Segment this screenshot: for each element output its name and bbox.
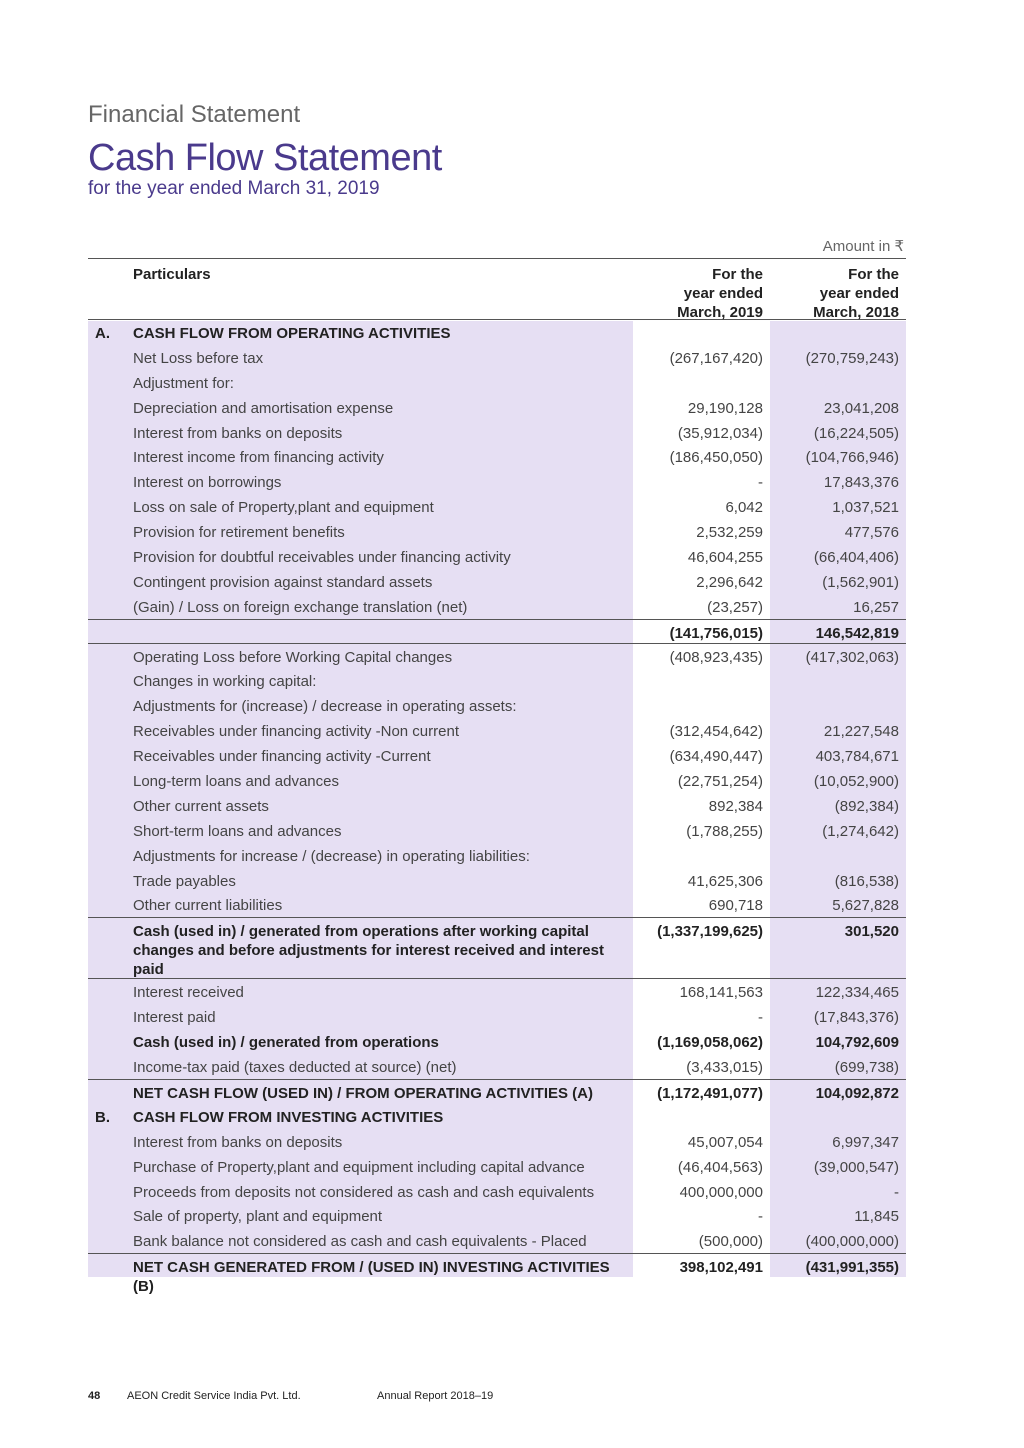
- row-value-2019: [633, 672, 770, 693]
- row-particulars: Loss on sale of Property,plant and equipment: [133, 499, 434, 517]
- row-serial: [88, 1258, 133, 1278]
- row-value-2018: 5,627,828: [832, 897, 899, 915]
- table-row: [88, 718, 906, 743]
- row-value-2019: [633, 324, 770, 345]
- row-value-2018: -: [894, 1183, 899, 1201]
- row-value-2018: (17,843,376): [813, 1009, 899, 1027]
- row-value-2019: (35,912,034): [677, 424, 763, 442]
- row-value-2019: [633, 1108, 770, 1129]
- row-value-2019: -: [758, 1009, 763, 1027]
- row-value-2019: (267,167,420): [669, 349, 763, 367]
- row-value-2018: 21,227,548: [823, 723, 899, 741]
- row-serial: [88, 672, 133, 693]
- row-value-2018: 477,576: [844, 524, 899, 542]
- header-particulars: Particulars: [133, 266, 211, 283]
- row-value-2018: 23,041,208: [823, 399, 899, 417]
- row-serial: [88, 1158, 133, 1179]
- row-value-2018: 104,092,872: [815, 1084, 899, 1102]
- table-row: [88, 444, 906, 469]
- table-row: [88, 1004, 906, 1029]
- table-row: [88, 1129, 906, 1154]
- table-row: [88, 1179, 906, 1204]
- row-value-2018: (431,991,355): [805, 1259, 899, 1277]
- table-row: [88, 793, 906, 818]
- currency-note: Amount in ₹: [822, 238, 904, 255]
- row-particulars: Receivables under financing activity -Non current: [133, 723, 459, 741]
- row-particulars: Provision for doubtful receivables under financing activity: [133, 549, 511, 567]
- table-row: [88, 979, 906, 1004]
- row-value-2018: (1,274,642): [822, 822, 899, 840]
- row-serial: [88, 896, 133, 917]
- row-serial: [88, 822, 133, 843]
- row-value-2018: (699,738): [834, 1059, 899, 1077]
- row-value-2018: (16,224,505): [813, 424, 899, 442]
- row-value-2019: 690,718: [708, 897, 763, 915]
- cash-flow-table: [88, 258, 906, 1296]
- row-serial: [88, 922, 133, 978]
- row-value-2018: 11,845: [854, 1208, 899, 1226]
- row-value-2019: (408,923,435): [669, 648, 763, 666]
- row-value-2019: 2,296,642: [696, 573, 763, 591]
- row-particulars: Interest from banks on deposits: [133, 1133, 343, 1151]
- row-serial: [88, 797, 133, 818]
- row-value-2018: 1,037,521: [832, 499, 899, 517]
- row-particulars: [133, 624, 633, 643]
- table-row: [88, 1203, 906, 1228]
- row-particulars: Adjustments for increase / (decrease) in operating liabilities:: [133, 847, 530, 865]
- row-value-2019: (1,169,058,062): [657, 1034, 763, 1052]
- table-row: [88, 768, 906, 793]
- table-row: [88, 370, 906, 395]
- row-value-2018: [770, 672, 906, 693]
- row-value-2019: 41,625,306: [687, 872, 763, 890]
- row-particulars: Bank balance not considered as cash and cash equivalents - Placed: [133, 1233, 587, 1251]
- footer-report: Annual Report 2018–19: [377, 1390, 494, 1402]
- table-row: [88, 469, 906, 494]
- row-particulars: Changes in working capital:: [133, 673, 317, 691]
- row-serial: [88, 847, 133, 868]
- table-row: [88, 668, 906, 693]
- row-serial: [88, 872, 133, 893]
- table-row: [88, 345, 906, 370]
- row-value-2019: (186,450,050): [669, 449, 763, 467]
- row-value-2018: (417,302,063): [805, 648, 899, 666]
- row-serial: [88, 598, 133, 619]
- row-particulars: Interest received: [133, 984, 244, 1002]
- row-serial: [88, 1033, 133, 1054]
- row-value-2019: (312,454,642): [669, 723, 763, 741]
- row-value-2018: (66,404,406): [813, 549, 899, 567]
- row-value-2019: 398,102,491: [679, 1259, 763, 1277]
- table-row: [88, 1253, 906, 1296]
- row-value-2018: (1,562,901): [822, 573, 899, 591]
- row-particulars: Cash (used in) / generated from operations: [133, 1034, 439, 1052]
- row-particulars: CASH FLOW FROM OPERATING ACTIVITIES: [133, 325, 451, 342]
- row-value-2018: (400,000,000): [805, 1233, 899, 1251]
- row-value-2019: [633, 697, 770, 718]
- row-value-2019: [633, 374, 770, 395]
- table-row: [88, 1029, 906, 1054]
- row-value-2018: 16,257: [853, 598, 899, 616]
- table-row: [88, 594, 906, 619]
- row-particulars: Long-term loans and advances: [133, 773, 339, 791]
- row-value-2018: (270,759,243): [805, 349, 899, 367]
- row-serial: [88, 448, 133, 469]
- row-value-2018: [770, 324, 906, 345]
- table-row: [88, 320, 906, 345]
- row-serial: [88, 473, 133, 494]
- row-value-2018: [770, 847, 906, 868]
- header-2019: For the year ended March, 2019: [677, 266, 763, 321]
- row-serial: [88, 374, 133, 395]
- table-row: [88, 917, 906, 979]
- row-particulars: Interest paid: [133, 1009, 216, 1027]
- table-row: [88, 519, 906, 544]
- row-particulars: Receivables under financing activity -Current: [133, 748, 431, 766]
- row-particulars: NET CASH GENERATED FROM / (USED IN) INVESTING ACTIVITIES (B): [133, 1259, 610, 1296]
- table-row: [88, 868, 906, 893]
- row-particulars: (Gain) / Loss on foreign exchange translation (net): [133, 598, 468, 616]
- row-particulars: Interest income from financing activity: [133, 449, 384, 467]
- row-value-2019: (46,404,563): [677, 1158, 763, 1176]
- row-value-2018: 146,542,819: [815, 624, 899, 642]
- row-value-2019: 168,141,563: [679, 984, 763, 1002]
- table-row: [88, 892, 906, 917]
- row-serial: [88, 573, 133, 594]
- row-value-2019: 45,007,054: [687, 1133, 763, 1151]
- row-serial: [88, 399, 133, 420]
- row-serial: [88, 747, 133, 768]
- row-serial: [88, 349, 133, 370]
- row-value-2019: (23,257): [707, 598, 763, 616]
- row-value-2018: [770, 1108, 906, 1129]
- row-serial: [88, 648, 133, 669]
- row-value-2019: (22,751,254): [677, 773, 763, 791]
- row-serial: [88, 1008, 133, 1029]
- row-serial: A.: [95, 325, 110, 342]
- page-subtitle: for the year ended March 31, 2019: [88, 178, 380, 199]
- row-value-2019: (500,000): [698, 1233, 763, 1251]
- row-serial: [88, 548, 133, 569]
- row-value-2018: [770, 374, 906, 395]
- row-value-2019: 46,604,255: [687, 549, 763, 567]
- row-particulars: Operating Loss before Working Capital changes: [133, 648, 453, 666]
- row-particulars: Sale of property, plant and equipment: [133, 1208, 383, 1226]
- row-particulars: Provision for retirement benefits: [133, 524, 345, 542]
- row-particulars: Adjustment for:: [133, 374, 234, 392]
- page-title: Cash Flow Statement: [88, 137, 442, 179]
- table-row: [88, 544, 906, 569]
- row-particulars: Cash (used in) / generated from operations after working capital changes and before adjustments for interest received and interest paid: [133, 923, 604, 979]
- table-body: [88, 320, 906, 1296]
- row-particulars: Other current assets: [133, 797, 269, 815]
- row-particulars: Contingent provision against standard assets: [133, 573, 433, 591]
- section-kicker: Financial Statement: [88, 101, 301, 128]
- row-serial: [88, 983, 133, 1004]
- row-serial: [88, 1133, 133, 1154]
- table-header: [88, 258, 906, 320]
- row-serial: [88, 1084, 133, 1104]
- row-value-2019: (634,490,447): [669, 748, 763, 766]
- table-row: [88, 420, 906, 445]
- table-row: [88, 395, 906, 420]
- row-serial: [88, 624, 133, 643]
- row-value-2018: (816,538): [834, 872, 899, 890]
- row-value-2019: (141,756,015): [669, 624, 763, 642]
- row-serial: B.: [95, 1108, 110, 1126]
- row-value-2018: 403,784,671: [815, 748, 899, 766]
- footer-company: AEON Credit Service India Pvt. Ltd.: [127, 1390, 301, 1402]
- table-row: [88, 1228, 906, 1253]
- row-value-2019: (3,433,015): [686, 1059, 763, 1077]
- page-number: 48: [88, 1390, 101, 1402]
- row-particulars: NET CASH FLOW (USED IN) / FROM OPERATING ACTIVITIES (A): [133, 1084, 593, 1102]
- table-row: [88, 1104, 906, 1129]
- table-row: [88, 644, 906, 669]
- row-serial: [88, 1207, 133, 1228]
- row-value-2019: -: [758, 474, 763, 492]
- row-value-2019: (1,337,199,625): [657, 923, 763, 941]
- row-value-2018: 104,792,609: [815, 1034, 899, 1052]
- table-row: [88, 693, 906, 718]
- row-value-2019: (1,788,255): [686, 822, 763, 840]
- row-value-2019: 400,000,000: [679, 1183, 763, 1201]
- row-particulars: Depreciation and amortisation expense: [133, 399, 394, 417]
- row-serial: [88, 424, 133, 445]
- row-value-2018: (10,052,900): [813, 773, 899, 791]
- row-serial: [88, 772, 133, 793]
- row-value-2018: 122,334,465: [815, 984, 899, 1002]
- table-row: [88, 619, 906, 644]
- row-particulars: Adjustments for (increase) / decrease in operating assets:: [133, 698, 517, 716]
- table-row: [88, 818, 906, 843]
- row-serial: [88, 523, 133, 544]
- row-value-2019: -: [758, 1208, 763, 1226]
- table-row: [88, 1154, 906, 1179]
- table-row: [88, 569, 906, 594]
- row-particulars: Proceeds from deposits not considered as cash and cash equivalents: [133, 1183, 595, 1201]
- row-value-2019: [633, 847, 770, 868]
- row-particulars: Trade payables: [133, 872, 236, 890]
- table-row: [88, 1079, 906, 1104]
- table-row: [88, 743, 906, 768]
- row-value-2018: 17,843,376: [823, 474, 899, 492]
- row-value-2018: 301,520: [844, 923, 899, 941]
- header-2018: For the year ended March, 2018: [813, 266, 899, 321]
- row-serial: [88, 1058, 133, 1079]
- row-particulars: Short-term loans and advances: [133, 822, 342, 840]
- row-value-2019: 29,190,128: [687, 399, 763, 417]
- row-serial: [88, 697, 133, 718]
- row-value-2018: (892,384): [834, 797, 899, 815]
- row-serial: [88, 722, 133, 743]
- row-particulars: Interest from banks on deposits: [133, 424, 343, 442]
- row-value-2018: [770, 697, 906, 718]
- table-row: [88, 494, 906, 519]
- row-particulars: CASH FLOW FROM INVESTING ACTIVITIES: [133, 1108, 444, 1126]
- row-value-2019: (1,172,491,077): [657, 1084, 763, 1102]
- row-serial: [88, 1183, 133, 1204]
- row-serial: [88, 498, 133, 519]
- row-value-2019: 892,384: [708, 797, 763, 815]
- row-serial: [88, 1232, 133, 1253]
- table-row: [88, 843, 906, 868]
- row-value-2019: 2,532,259: [696, 524, 763, 542]
- table-row: [88, 1054, 906, 1079]
- row-value-2018: (39,000,547): [813, 1158, 899, 1176]
- row-particulars: Purchase of Property,plant and equipment including capital advance: [133, 1158, 585, 1176]
- row-particulars: Net Loss before tax: [133, 349, 264, 367]
- row-particulars: Income-tax paid (taxes deducted at source) (net): [133, 1059, 457, 1077]
- row-value-2018: (104,766,946): [805, 449, 899, 467]
- row-value-2018: 6,997,347: [832, 1133, 899, 1151]
- row-value-2019: 6,042: [725, 499, 763, 517]
- row-particulars: Other current liabilities: [133, 897, 283, 915]
- row-particulars: Interest on borrowings: [133, 474, 282, 492]
